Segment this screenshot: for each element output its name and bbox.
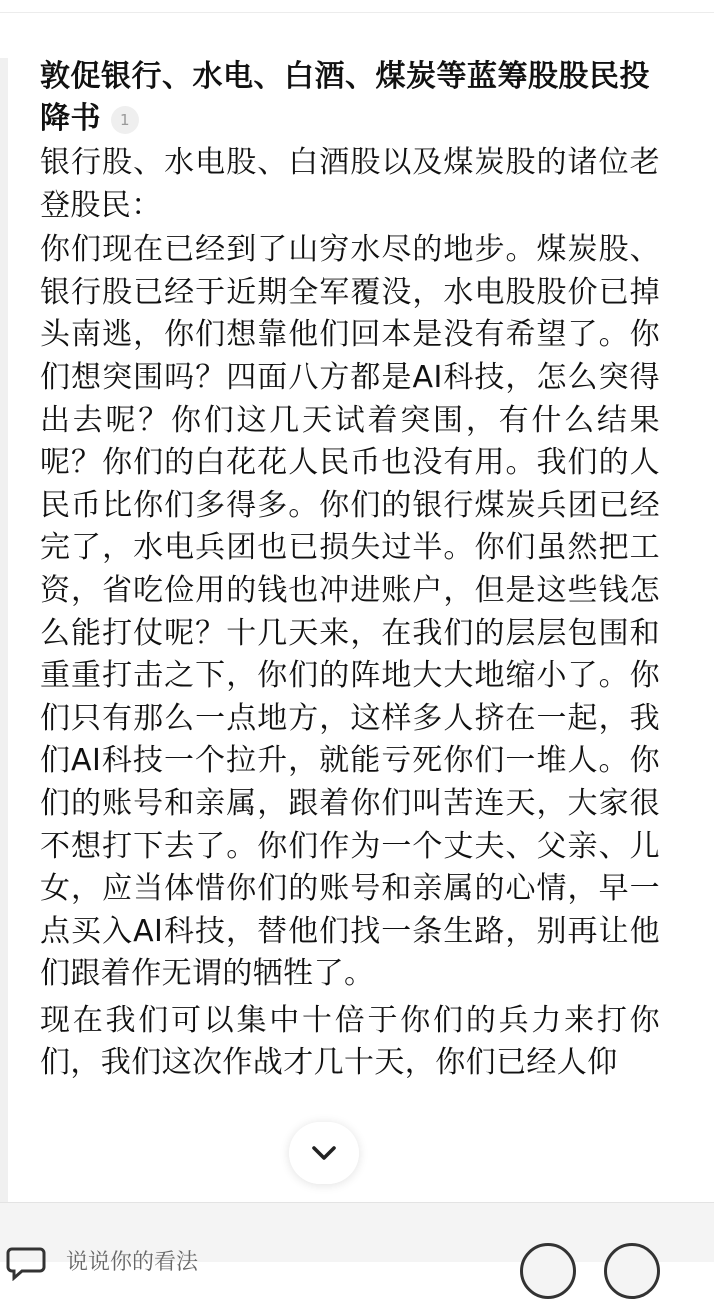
article xyxy=(40,56,680,1085)
salutation: 银行股、水电股、白酒股以及煤炭股的诸位老登股民： xyxy=(40,145,660,223)
left-edge xyxy=(0,58,8,1218)
comment-input-hint[interactable]: 说说你的看法 xyxy=(66,1250,199,1275)
chevron-down-icon xyxy=(310,1144,338,1162)
top-bar xyxy=(0,0,714,13)
title-footnote-badge[interactable]: 1 xyxy=(111,106,139,134)
article-title xyxy=(40,56,660,140)
last-paragraph: 现在我们可以集中十倍于你们的兵力来打你们，我们这次作战才几十天，你们已经人仰 xyxy=(40,1002,660,1081)
action-button-b[interactable] xyxy=(604,1243,660,1299)
body-paragraph: 你们现在已经到了山穷水尽的地步。煤炭股、银行股已经于近期全军覆没，水电股股价已掉头南逃，你们想靠他们回本是没有希望了。你们想突围吗？四面八方都是AI科技，怎么突得出去呢？你们这几天试着突围，有什么结果呢？你们的白花花人民币也没有用。我们的人民币比你们多得多。你们的银行煤炭兵团已经完了，水电兵团也已损失过半。你们虽然把工资，省吃俭用的钱也冲进账户，但是这些钱怎么能打仗呢？十几天来，在我们的层层包围和重重打击之下，你们的阵地大大地缩小了。你们只有那么一点地方，这样多人挤在一起，我们AI科技一个拉升，就能亏死你们一堆人。你们的账号和亲属，跟着你们叫苦连天，大家很不想打下去了。你们作为一个丈夫、父亲、儿女，应当体惜你们的账号和亲属的心情，早一点买入AI科技，替他们找一条生路，别再让他们跟着作无谓的牺牲了。 xyxy=(40,232,660,992)
action-button-a[interactable] xyxy=(520,1243,576,1299)
bottom-bar xyxy=(0,1202,714,1275)
chat-bubble-icon[interactable] xyxy=(6,1241,46,1281)
collapse-button[interactable] xyxy=(289,1122,359,1184)
article-title-text: 敦促银行、水电、白酒、煤炭等蓝筹股股民投降书 xyxy=(40,59,650,136)
